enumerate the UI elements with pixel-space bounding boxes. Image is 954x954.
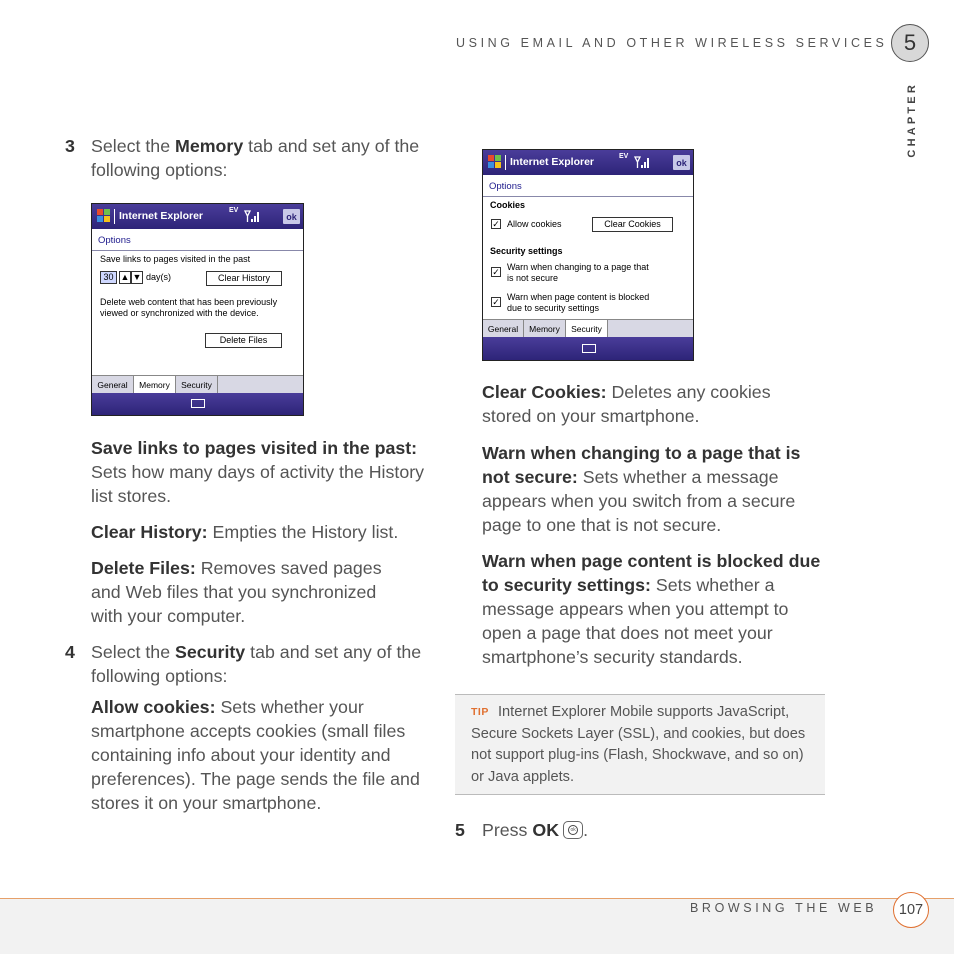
device-title-bar: [483, 150, 693, 175]
device-title-bar: [92, 204, 303, 229]
options-label: Options: [98, 235, 131, 246]
tip-label: TIP: [471, 706, 489, 718]
signal-strength-icon: [634, 156, 650, 169]
delete-desc-line-2: viewed or synchronized with the device.: [100, 308, 259, 318]
ok-button[interactable]: ok: [283, 209, 300, 224]
delete-desc-line-1: Delete web content that has been previously: [100, 297, 278, 307]
tip-box: [455, 694, 825, 795]
save-links-label: Save links to pages visited in the past: [100, 254, 251, 264]
step-3-text: Select the Memory tab and set any of the following options:: [91, 136, 420, 180]
keyboard-icon[interactable]: [582, 344, 596, 353]
option-allow-cookies: Allow cookies: Sets whether your smartphone accepts cookies (small files containing info about your identity and preferences). The page sends the file and stores it on your smartphone.: [91, 697, 420, 813]
option-clear-cookies: Clear Cookies: Deletes any cookies stored on your smartphone.: [482, 382, 771, 426]
allow-cookies-checkbox[interactable]: ✓: [492, 219, 500, 229]
tab-bar: [92, 375, 303, 394]
options-label: Options: [489, 181, 522, 192]
security-settings-heading: Security settings: [490, 246, 563, 256]
option-clear-history: Clear History: Empties the History list.: [91, 522, 399, 542]
clear-history-button[interactable]: Clear History: [206, 271, 282, 286]
tab-security[interactable]: Security: [566, 320, 608, 338]
tip-text: Internet Explorer Mobile supports JavaScript, Secure Sockets Layer (SSL), and cookies, but does not support plug-ins (Flash, Shockwave, and so on) or Java applets.: [471, 704, 806, 785]
ev-signal-label: EV: [619, 153, 629, 160]
page-number: 107: [893, 892, 929, 928]
option-delete-files: Delete Files: Removes saved pages and Web files that you synchronized with your computer.: [91, 558, 382, 626]
warn-changing-line-1: Warn when changing to a page that: [507, 262, 649, 272]
running-header: USING EMAIL AND OTHER WIRELESS SERVICES: [456, 36, 888, 50]
ev-signal-label: EV: [229, 207, 239, 214]
warn-blocked-line-2: due to security settings: [507, 303, 600, 313]
warn-blocked-line-1: Warn when page content is blocked: [507, 292, 650, 302]
cookies-heading: Cookies: [490, 200, 526, 210]
memory-tab-screenshot: [91, 203, 304, 416]
tab-general[interactable]: General: [483, 320, 524, 338]
warn-changing-checkbox[interactable]: ✓: [492, 267, 500, 277]
chapter-number-badge: 5: [891, 24, 929, 62]
tab-memory[interactable]: Memory: [524, 320, 566, 338]
chapter-label: CHAPTER: [906, 82, 918, 158]
days-up-arrow-icon[interactable]: ▲: [120, 272, 130, 282]
device-bottom-bar: [483, 337, 693, 360]
tab-security[interactable]: Security: [176, 376, 218, 394]
signal-strength-icon: [244, 210, 260, 223]
tab-bar: [483, 319, 693, 338]
warn-blocked-checkbox[interactable]: ✓: [492, 297, 500, 307]
option-warn-changing: Warn when changing to a page that is not secure: Sets whether a message appears when you switch from a secure page to one that is not secure.: [482, 443, 801, 535]
tab-memory[interactable]: Memory: [134, 376, 176, 394]
warn-changing-line-2: is not secure: [507, 273, 559, 283]
windows-start-icon: [488, 155, 502, 169]
days-value-field[interactable]: 30: [100, 271, 117, 284]
days-down-arrow-icon[interactable]: ▼: [132, 272, 142, 282]
keyboard-icon[interactable]: [191, 399, 205, 408]
delete-files-button[interactable]: Delete Files: [205, 333, 282, 348]
ok-key-icon: ok: [563, 821, 583, 839]
tab-general[interactable]: General: [92, 376, 134, 394]
allow-cookies-label: Allow cookies: [507, 219, 562, 229]
step-3-number: 3: [65, 136, 75, 156]
days-unit-label: day(s): [146, 272, 172, 282]
app-title: Internet Explorer: [510, 156, 595, 168]
step-5-text: Press OK ok .: [482, 820, 589, 840]
step-4-text: Select the Security tab and set any of the following options:: [91, 642, 422, 686]
app-title: Internet Explorer: [119, 210, 204, 222]
option-save-links: Save links to pages visited in the past: Sets how many days of activity the History list stores.: [91, 438, 425, 506]
clear-cookies-button[interactable]: Clear Cookies: [592, 217, 673, 232]
windows-start-icon: [97, 209, 111, 223]
ok-button[interactable]: ok: [673, 155, 690, 170]
option-warn-blocked: Warn when page content is blocked due to security settings: Sets whether a message appears when you attempt to open a page that does not meet your smartphone’s security standards.: [482, 551, 821, 667]
device-bottom-bar: [92, 393, 303, 415]
security-tab-screenshot: [482, 149, 694, 361]
step-5-number: 5: [455, 820, 465, 840]
step-4-number: 4: [65, 642, 75, 662]
footer-section-title: BROWSING THE WEB: [690, 901, 878, 915]
